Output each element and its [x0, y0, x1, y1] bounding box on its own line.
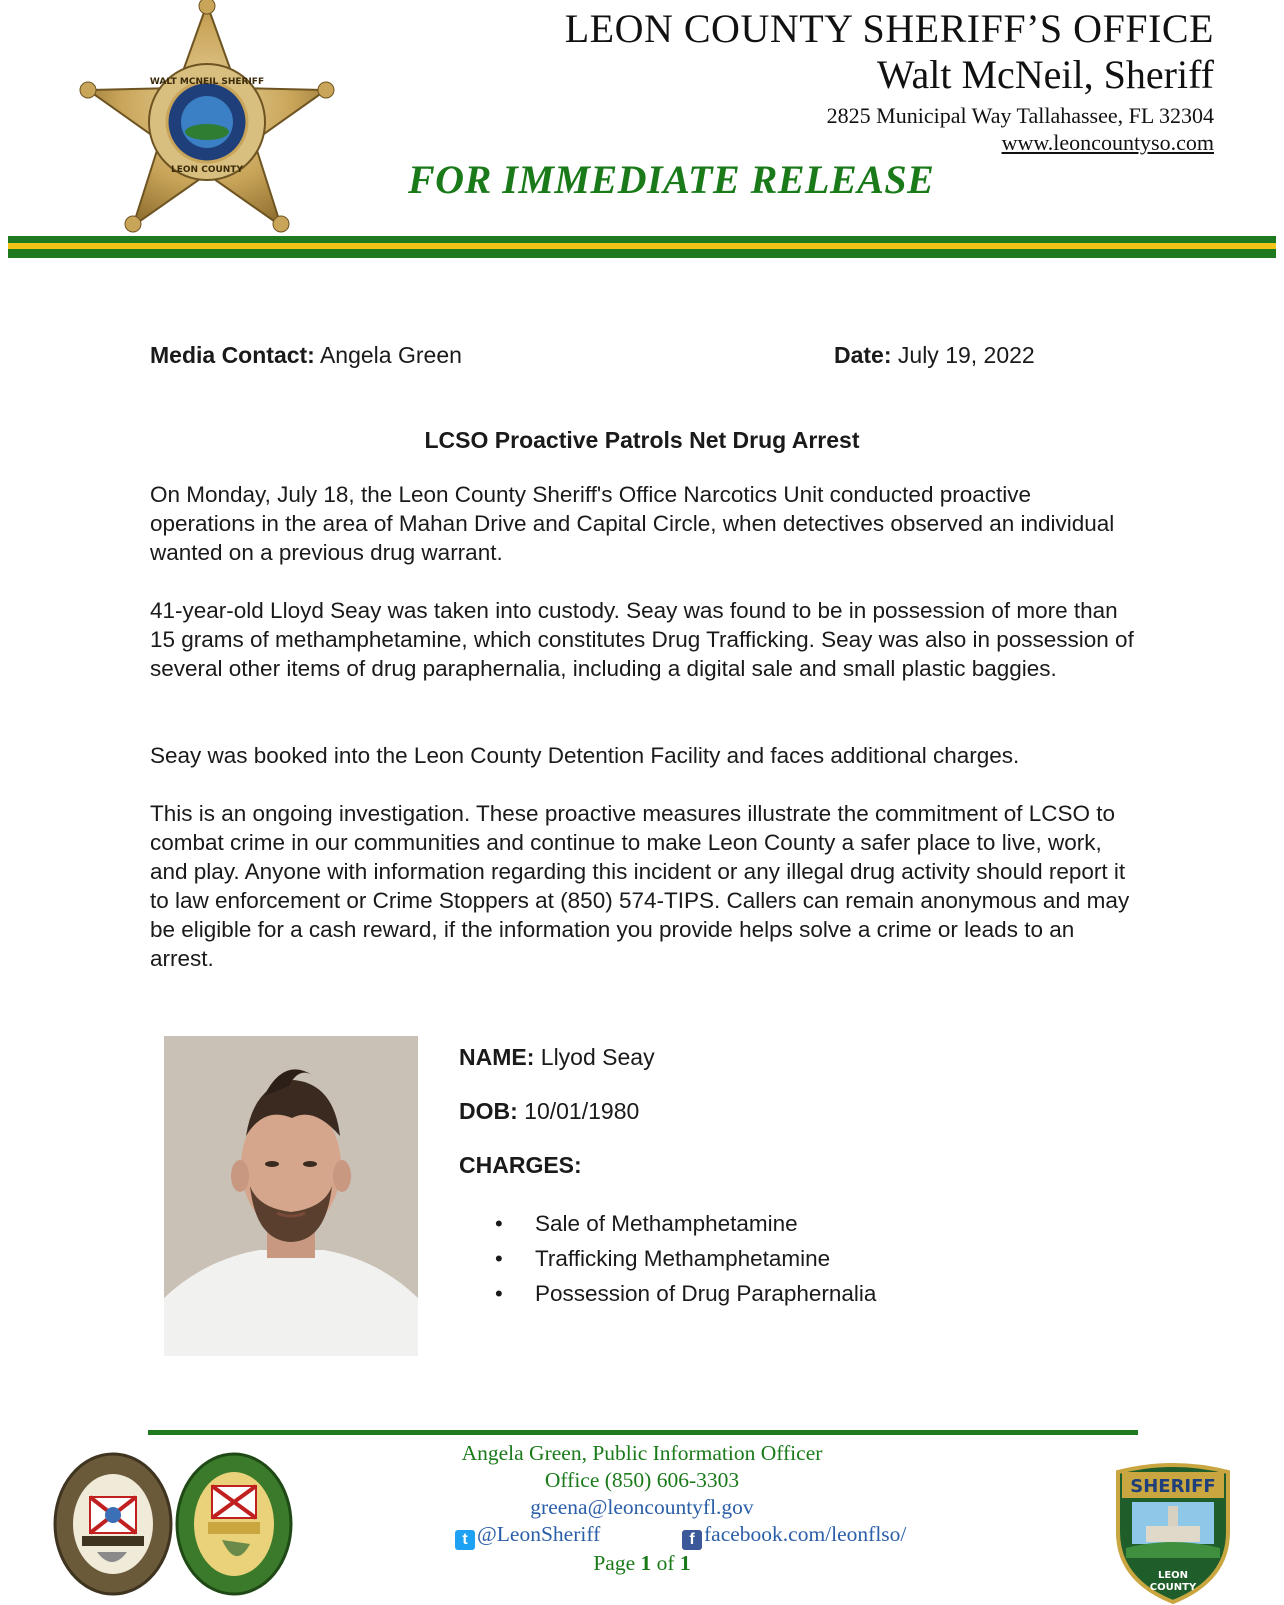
paragraph-text: On Monday, July 18, the Leon County Sheriff's Office Narcotics Unit conducted proactive operations in the area of Mahan Drive and Capital Circle, when detectives observed an individual wanted on a previous drug warrant.	[150, 482, 1115, 565]
facebook-icon: f	[682, 1530, 702, 1550]
badge-top-text: WALT MCNEIL SHERIFF	[149, 77, 265, 87]
suspect-mugshot	[164, 1036, 418, 1356]
headline: LCSO Proactive Patrols Net Drug Arrest	[424, 427, 860, 453]
header-stripe-green-top	[8, 236, 1276, 243]
footer-officer: Angela Green, Public Information Officer	[461, 1441, 823, 1465]
header-stripe-green-bottom	[8, 249, 1276, 258]
charge-item: • Sale of Methamphetamine	[495, 1206, 876, 1241]
dob-value: 10/01/1980	[524, 1098, 640, 1124]
charges-label: CHARGES:	[459, 1152, 582, 1178]
charge-item: • Trafficking Methamphetamine	[495, 1241, 876, 1276]
date-label: Date:	[834, 342, 892, 368]
charge-item: • Possession of Drug Paraphernalia	[495, 1276, 876, 1311]
footer-phone: Office (850) 606-3303	[544, 1468, 740, 1492]
dob-label: DOB:	[459, 1098, 518, 1124]
suspect-name	[459, 1044, 655, 1071]
page-total: 1	[679, 1551, 691, 1575]
sheriff-star-badge	[78, 0, 336, 235]
svg-text:SHERIFF: SHERIFF	[1130, 1476, 1216, 1497]
svg-text:COUNTY: COUNTY	[1149, 1582, 1197, 1593]
paragraph-2	[150, 596, 1140, 683]
leon-county-sheriff-shield	[1112, 1462, 1234, 1604]
name-label: NAME:	[459, 1044, 535, 1070]
twitter-icon: t	[455, 1530, 475, 1550]
office-name: LEON COUNTY SHERIFF’S OFFICE	[564, 6, 1214, 51]
date-value: July 19, 2022	[897, 342, 1035, 368]
page-mid: of	[651, 1551, 680, 1575]
facebook-url: facebook.com/leonflso/	[704, 1522, 907, 1546]
svg-text:LEON: LEON	[1157, 1570, 1189, 1581]
paragraph-4	[150, 799, 1140, 973]
footer-divider	[148, 1430, 1138, 1435]
name-value: Llyod Seay	[540, 1044, 655, 1070]
paragraph-text: Seay was booked into the Leon County Detention Facility and faces additional charges.	[150, 743, 1020, 768]
media-contact-label: Media Contact:	[150, 342, 315, 368]
badge-bottom-text: LEON COUNTY	[171, 165, 243, 175]
paragraph-text: 41-year-old Lloyd Seay was taken into custody. Seay was found to be in possession of more than 15 grams of methamphetamine, which constitutes Drug Trafficking. Seay was also in possession of several other items of drug paraphernalia, including a digital sale and small plastic baggies.	[150, 598, 1134, 681]
office-address: 2825 Municipal Way Tallahassee, FL 32304	[826, 103, 1214, 128]
suspect-dob	[459, 1098, 639, 1125]
letterhead	[565, 6, 1214, 156]
facebook-link[interactable]	[682, 1522, 906, 1550]
website-link[interactable]: www.leoncountyso.com	[1001, 130, 1214, 155]
media-contact	[150, 342, 462, 369]
twitter-link[interactable]	[455, 1522, 600, 1550]
charges-list	[495, 1206, 876, 1311]
page-number	[0, 1550, 1284, 1577]
paragraph-3	[150, 741, 1140, 770]
release-banner: FOR IMMEDIATE RELEASE	[408, 157, 935, 202]
footer-email[interactable]: greena@leoncountyfl.gov	[530, 1495, 754, 1519]
charges-heading	[459, 1152, 582, 1179]
page-current: 1	[640, 1551, 652, 1575]
media-contact-name: Angela Green	[319, 342, 462, 368]
paragraph-text: This is an ongoing investigation. These proactive measures illustrate the commitment of LCSO to combat crime in our communities and continue to make Leon County a safer place to live, work, and play. Anyone with information regarding this incident or any illegal drug activity should report it to law enforcement or Crime Stoppers at (850) 574-TIPS. Callers can remain anonymous and may be eligible for a cash reward, if the information you provide helps solve a crime or leads to an arrest.	[150, 801, 1130, 971]
release-date	[834, 342, 1035, 369]
page-prefix: Page	[593, 1551, 641, 1575]
paragraph-1	[150, 480, 1140, 567]
twitter-handle: @LeonSheriff	[477, 1522, 601, 1546]
sheriff-name: Walt McNeil, Sheriff	[876, 52, 1214, 97]
